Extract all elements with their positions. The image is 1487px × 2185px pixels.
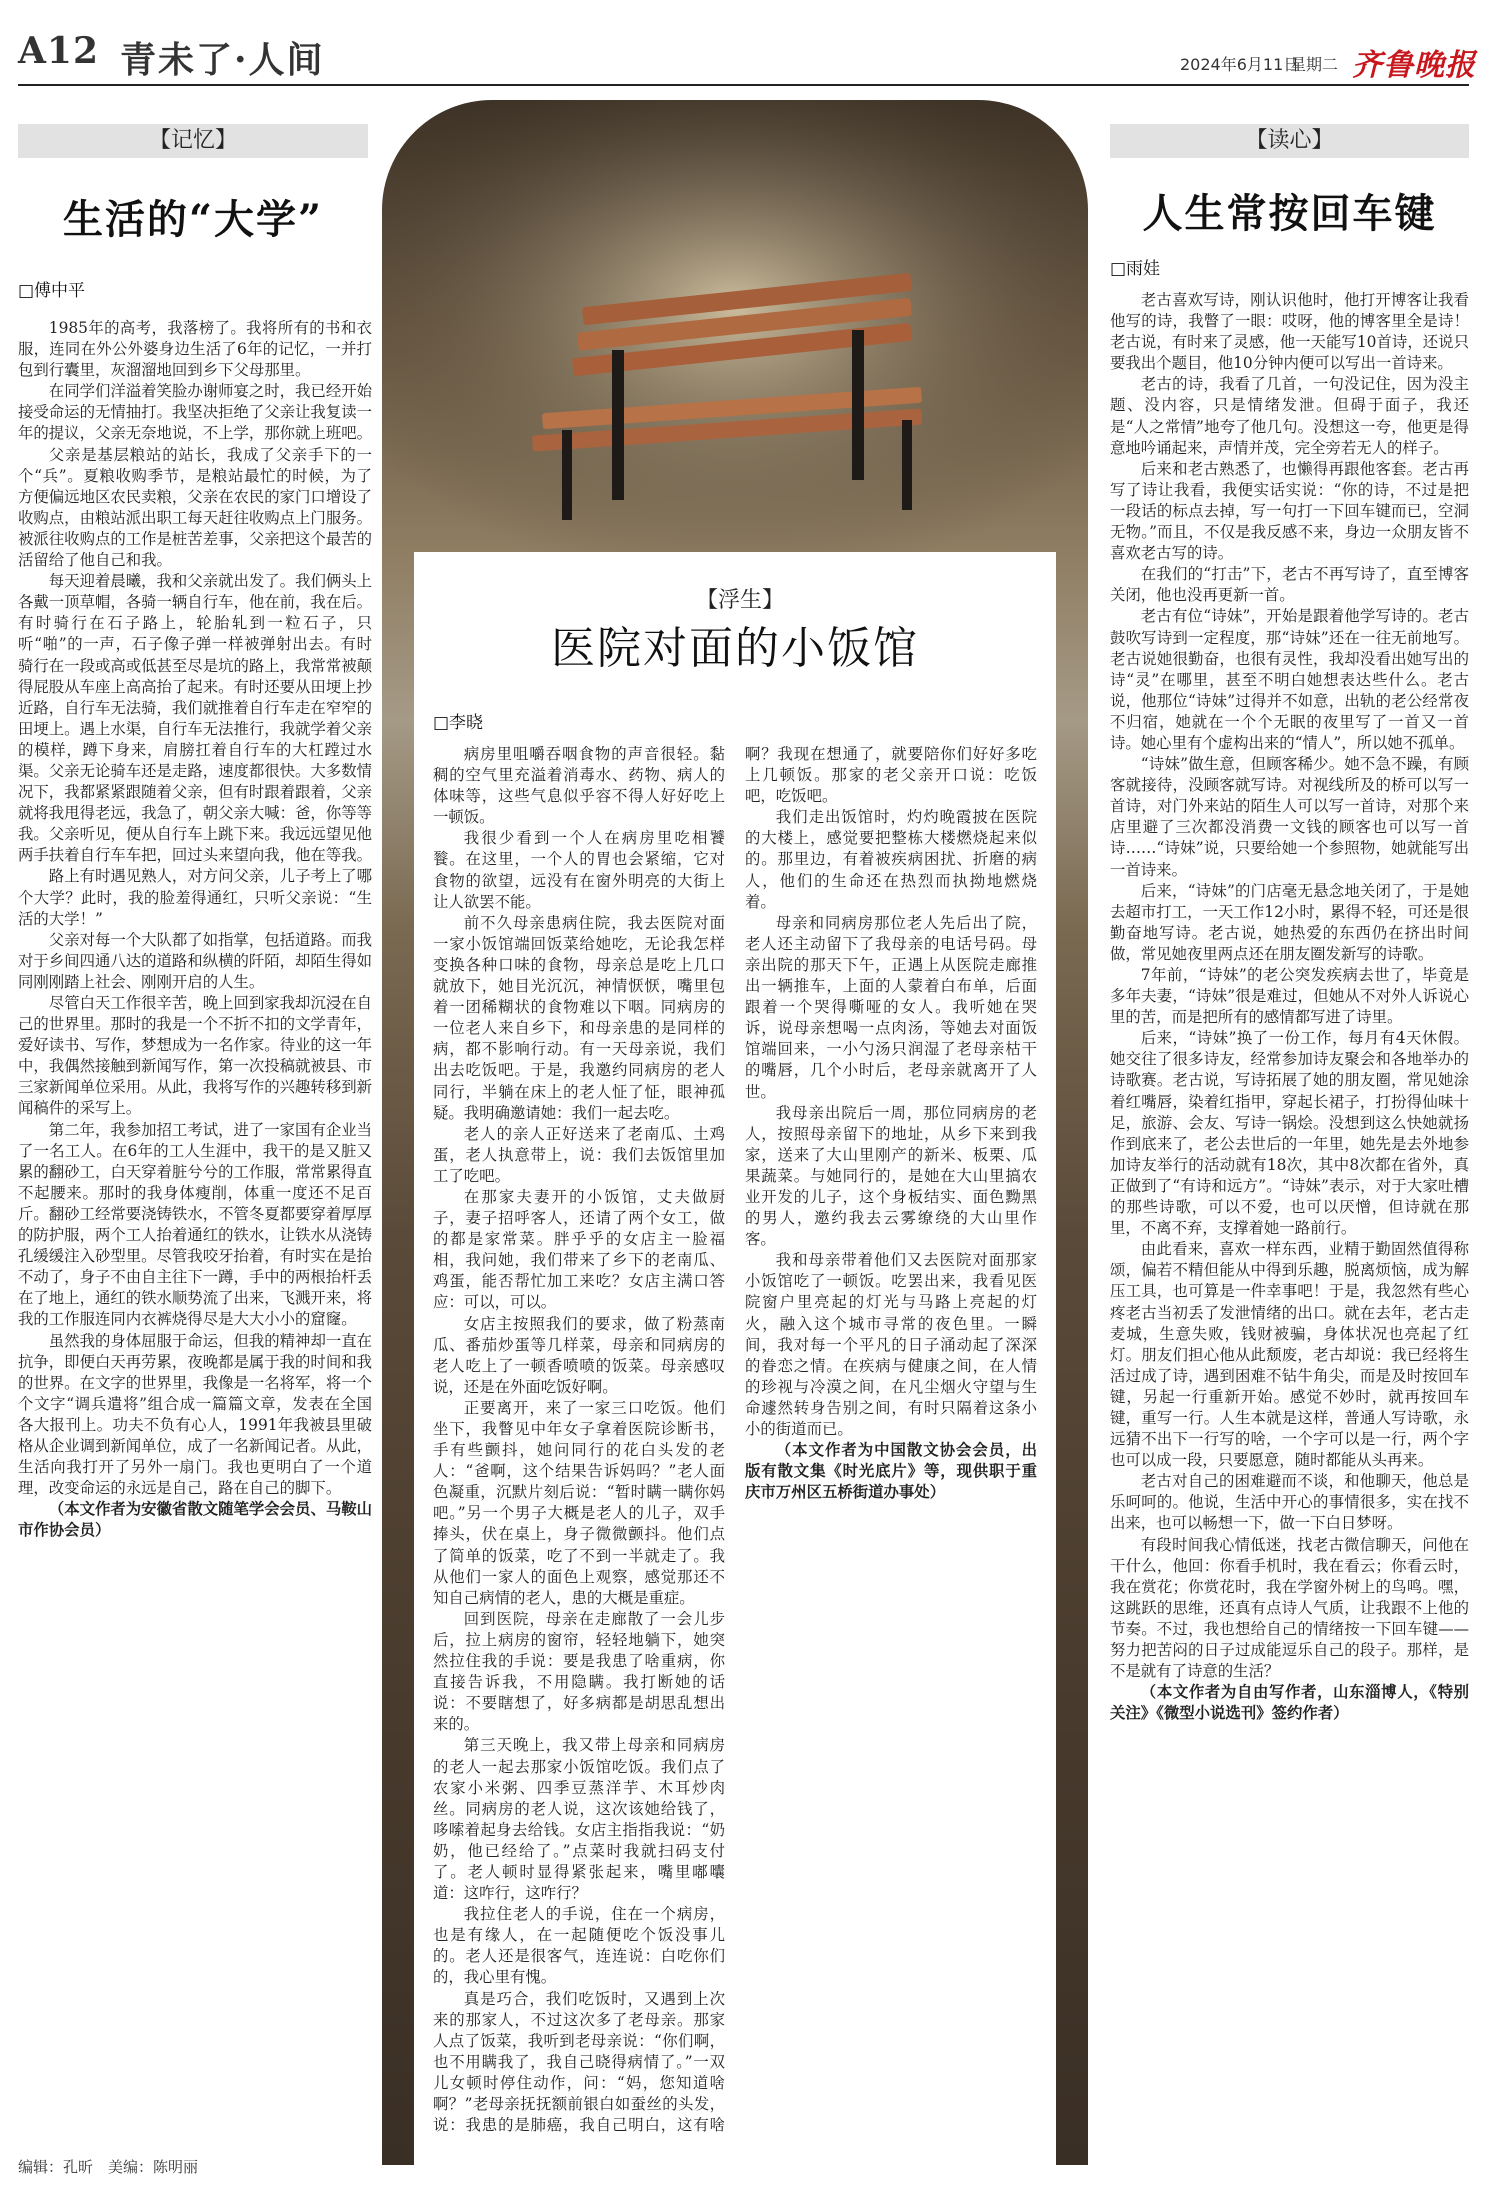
right-article-title: 人生常按回车键 (1142, 190, 1437, 237)
bench-illustration (382, 100, 1088, 560)
middle-section-tag: 【浮生】 (695, 588, 784, 613)
paragraph: 我母亲出院后一周，那位同病房的老人，按照母亲留下的地址，从乡下来到我家，送来了大山里刚产的新米、板栗、瓜果蔬菜。与她同行的，是她在大山里搞农业开发的儿子，这个身板结实、面色黝黑的男人，邀约我去云雾缭绕的大山里作客。 (745, 1103, 1037, 1249)
author-note: （本文作者为中国散文协会会员，出版有散文集《时光底片》等，现供职于重庆市万州区五桥街道办事处） (745, 1441, 1037, 1502)
paragraph: 第三天晚上，我又带上母亲和同病房的老人一起去那家小饭馆吃饭。我们点了农家小米粥、四季豆蒸洋芋、木耳炒肉丝。同病房的老人说，这次该她给钱了，哆嗦着起身去给钱。女店主指指我说：“奶奶，他已经给了。”点菜时我就扫码支付了。老人顿时显得紧张起来，嘴里嘟囔道：这咋行，这咋行？ (433, 1736, 725, 1903)
issue-date: 2024年6月11日 (1180, 55, 1300, 74)
paragraph: 每天迎着晨曦，我和父亲就出发了。我们俩头上各戴一顶草帽，各骑一辆自行车，他在前，我在后。有时骑行在石子路上，轮胎轧到一粒石子，只听“啪”的一声，石子像子弹一样被弹射出去。有时骑行在一段或高或低甚至尽是坑的路上，我常常被颠得屁股从车座上高高抬了起来。有时还要从田埂上抄近路，自行车无法骑，我们就推着自行车走在窄窄的田埂上。遇上水渠，自行车无法推行，我就学着父亲的模样，蹲下身来，肩膀扛着自行车的大杠蹚过水渠。父亲无论骑车还是走路，速度都很快。大多数情况下，我都紧紧跟随着父亲，但有时跟着跟着，父亲就将我甩得老远，我急了，朝父亲大喊：爸，你等等我。父亲听见，便从自行车上跳下来。我远远望见他两手扶着自行车车把，回过头来望向我，他在等我。 (18, 572, 373, 865)
paragraph: 在那家夫妻开的小饭馆，丈夫做厨子，妻子招呼客人，还请了两个女工，做的都是家常菜。胖乎乎的女店主一脸福相，我问她，我们带来了乡下的老南瓜、鸡蛋，能否帮忙加工来吃？女店主满口答应：可以，可以。 (433, 1187, 725, 1312)
paragraph: 老古喜欢写诗，刚认识他时，他打开博客让我看他写的诗，我瞥了一眼：哎呀，他的博客里全是诗！老古说，有时来了灵感，他一天能写10首诗，还说只要我出个题目，他10分钟内便可以写出一首诗来。 (1110, 291, 1469, 373)
paragraph: 老古对自己的困难避而不谈，和他聊天，他总是乐呵呵的。他说，生活中开心的事情很多，实在找不出来，也可以畅想一下，做一下白日梦呀。 (1110, 1472, 1469, 1533)
paragraph: 回到医院，母亲在走廊散了一会儿步后，拉上病房的窗帘，轻轻地躺下，她突然拉住我的手说：要是我患了啥重病，你直接告诉我，不用隐瞒。我打断她的话说：不要瞎想了，好多病都是胡思乱想出来的。 (433, 1609, 725, 1734)
editor-credit: 编辑：孔昕 美编：陈明丽 (18, 2158, 199, 2176)
paragraph: 虽然我的身体屈服于命运，但我的精神却一直在抗争，即便白天再劳累，夜晚都是属于我的时间和我的世界。在文字的世界里，我像是一名将军，将一个个文字“调兵遣将”组合成一篇篇文章，发表在全国各大报刊上。功夫不负有心人，1991年我被县里破格从企业调到新闻单位，成了一名新闻记者。从此，生活向我打开了另外一扇门。我也更明白了一个道理，改变命运的永远是自己，路在自己的脚下。 (18, 1331, 373, 1498)
paragraph: 病房里咀嚼吞咽食物的声音很轻。黏稠的空气里充溢着消毒水、药物、病人的体味等，这些气息似乎容不得人好好吃上一顿饭。 (433, 745, 725, 827)
header-rule (18, 84, 1469, 86)
paragraph: 前不久母亲患病住院，我去医院对面一家小饭馆端回饭菜给她吃，无论我怎样变换各种口味的食物，母亲总是吃上几口就放下，她目光沉沉，神情恹恹，嘴里包着一团稀糊状的食物难以下咽。同病房的一位老人来自乡下，和母亲患的是同样的病，都不影响行动。有一天母亲说，我们出去吃饭吧。于是，我邀约同病房的老人同行，半躺在床上的老人怔了怔，眼神孤疑。我明确邀请她：我们一起去吃。 (433, 913, 725, 1122)
paragraph: 我和母亲带着他们又去医院对面那家小饭馆吃了一顿饭。吃罢出来，我看见医院窗户里亮起的灯光与马路上亮起的灯火，融入这个城市寻常的夜色里。一瞬间，我对每一个平凡的日子涌动起了深深的眷恋之情。在疾病与健康之间，在人情的珍视与冷漠之间，在凡尘烟火守望与生命遽然转身告别之间，有时只隔着这条小小的街道而已。 (745, 1251, 1037, 1438)
section-name: 青未了·人间 (120, 39, 325, 81)
paragraph: 我拉住老人的手说，住在一个病房，也是有缘人，在一起随便吃个饭没事儿的。老人还是很客气，连连说：白吃你们的，我心里有愧。 (433, 1905, 725, 1987)
paragraph: 在我们的“打击”下，老古不再写诗了，直至博客关闭，他也没再更新一首。 (1110, 565, 1469, 605)
paragraph: 7年前，“诗妹”的老公突发疾病去世了，毕竟是多年夫妻，“诗妹”很是难过，但她从不对外人诉说心里的苦，而是把所有的感情都写进了诗里。 (1110, 966, 1469, 1027)
right-section-tag: 【读心】 (1110, 124, 1469, 158)
middle-article-body (433, 744, 1037, 2144)
newspaper-logo: 齐鲁晚报 (1352, 48, 1476, 83)
right-article-author: □雨娃 (1110, 259, 1161, 279)
author-note: （本文作者为安徽省散文随笔学会会员、马鞍山市作协会员） (18, 1500, 373, 1540)
left-section-tag: 【记忆】 (18, 124, 368, 158)
paragraph: 在同学们洋溢着笑脸办谢师宴之时，我已经开始接受命运的无情抽打。我坚决拒绝了父亲让我复读一年的提议，父亲无奈地说，不上学，那你就上班吧。 (18, 382, 373, 443)
paragraph: 1985年的高考，我落榜了。我将所有的书和衣服，连同在外公外婆身边生活了6年的记忆，一并打包到行囊里，灰溜溜地回到乡下父母那里。 (18, 319, 372, 380)
paragraph: 后来和老古熟悉了，也懒得再跟他客套。老古再写了诗让我看，我便实话实说：“你的诗，不过是把一段话的标点去掉，写一句打一下回车键而已，空洞无物。”而且，不仅是我反感不来，身边一众朋友皆不喜欢老古写的诗。 (1110, 459, 1469, 563)
paragraph: 由此看来，喜欢一样东西，业精于勤固然值得称颂，偏若不精但能从中得到乐趣，脱离烦恼，成为解压工具，也可算是一件幸事吧！于是，我忽然有些心疼老古当初丢了发泄情绪的出口。就在去年，老古走麦城，生意失败，钱财被骗，身体状况也亮起了红灯。朋友们担心他从此颓废，老古却说：我已经将生活过成了诗，遇到困难不钻牛角尖，而是及时按回车键，另起一行重新开始。感觉不妙时，就再按回车键，重写一行。人生本就是这样，普通人写诗歌，永远猜不出下一行写的啥，一个字可以是一行，两个字也可以成一段，只要愿意，随时都能从头再来。 (1110, 1240, 1469, 1470)
paragraph: 我们走出饭馆时，灼灼晚霞披在医院的大楼上，感觉要把整栋大楼燃烧起来似的。那里边，有着被疾病困扰、折磨的病人，他们的生命还在热烈而执拗地燃烧着。 (745, 808, 1037, 911)
paragraph: 路上有时遇见熟人，对方问父亲，儿子考上了哪个大学？此时，我的脸羞得通红，只听父亲说：“生活的大学！” (18, 867, 373, 928)
paragraph: 后来，“诗妹”换了一份工作，每月有4天休假。她交往了很多诗友，经常参加诗友聚会和各地举办的诗歌赛。老古说，写诗拓展了她的朋友圈，常见她涂着红嘴唇，染着红指甲，穿起长裙子，打扮得仙味十足，旅游、会友、写诗一锅烩。没想到这么快她就扬作到底来了，老公去世后的一年里，她先是去外地参加诗友举行的活动就有18次，其中8次都在省外，真正做到了“有诗和远方”。“诗妹”表示，对于大家吐槽的那些诗歌，可以不爱，也可以厌憎，但诗就在那里，不离不弃，支撑着她一路前行。 (1110, 1029, 1469, 1238)
paragraph: 有段时间我心情低迷，找老古微信聊天，问他在干什么，他回：你看手机时，我在看云；你看云时，我在赏花；你赏花时，我在学窗外树上的鸟鸣。嘿，这跳跃的思维，还真有点诗人气质，让我跟不上他的节奏。不过，我也想给自己的情绪按一下回车键——努力把苦闷的日子过成能逗乐自己的段子。那样，是不是就有了诗意的生活？ (1110, 1535, 1469, 1681)
paragraph: 第二年，我参加招工考试，进了一家国有企业当了一名工人。在6年的工人生涯中，我干的是又脏又累的翻砂工，白天穿着脏兮兮的工作服，常常累得直不起腰来。那时的我身体瘦削，体重一度还不足百斤。翻砂工经常要浇铸铁水，不管冬夏都要穿着厚厚的防护服，两个工人抬着通红的铁水，让铁水从浇铸孔缓缓注入砂型里。尽管我咬牙抬着，有时实在是抬不动了，身子不由自主往下一蹲，手中的两根抬杆丢在了地上，通红的铁水顺势流了出来，飞溅开来，将我的工作服连同内衣裤烧得尽是大大小小的窟窿。 (18, 1120, 373, 1329)
paragraph: “诗妹”做生意，但顾客稀少。她不急不躁，有顾客就接待，没顾客就写诗。对视线所及的桥可以写一首诗，对门外来站的陌生人可以写一首诗，对那个来店里避了三次都没消费一文钱的顾客也可以写一首诗……“诗妹”说，只要给她一个参照物，她就能写出一首诗来。 (1110, 755, 1469, 879)
page-number: A12 (18, 30, 100, 72)
paragraph: 女店主按照我们的要求，做了粉蒸南瓜、番茄炒蛋等几样菜，母亲和同病房的老人吃上了一顿香喷喷的饭菜。母亲感叹说，还是在外面吃饭好啊。 (433, 1314, 725, 1396)
paragraph: 后来，“诗妹”的门店毫无悬念地关闭了，于是她去超市打工，一天工作12小时，累得不轻，可还是很勤奋地写诗。老古说，她热爱的东西仍在挤出时间做，常见她夜里两点还在朋友圈发新写的诗歌。 (1110, 881, 1469, 963)
right-article-body (1110, 290, 1469, 1724)
paragraph: 我很少看到一个人在病房里吃相饕餮。在这里，一个人的胃也会紧缩，它对食物的欲望，远没有在窗外明亮的大街上让人欲罢不能。 (433, 829, 725, 911)
issue-weekday: 星期二 (1290, 55, 1339, 74)
paragraph: 正要离开，来了一家三口吃饭。他们坐下，我瞥见中年女子拿着医院诊断书，手有些颤抖，她问同行的花白头发的老人：“爸啊，这个结果告诉妈吗？”老人面色凝重，沉默片刻后说：“暂时瞒一瞒你妈吧。”另一个男子大概是老人的儿子，双手捧头，伏在桌上，身子微微颤抖。他们点了简单的饭菜，吃了不到一半就走了。我从他们一家人的面色上观察，感觉那还不知自己病情的老人，患的大概是重症。 (433, 1398, 725, 1607)
paragraph: 尽管白天工作很辛苦，晚上回到家我却沉浸在自己的世界里。那时的我是一个不折不扣的文学青年，爱好读书、写作，梦想成为一名作家。待业的这一年中，我偶然接触到新闻写作，第一次投稿就被县、市三家新闻单位采用。从此，我将写作的兴趣转移到新闻稿件的采写上。 (18, 994, 373, 1118)
author-note: （本文作者为自由写作者，山东淄博人，《特别关注》《微型小说选刊》签约作者） (1110, 1683, 1469, 1723)
paragraph: 老人的亲人正好送来了老南瓜、土鸡蛋，老人执意带上，说：我们去饭馆里加工了吃吧。 (433, 1124, 725, 1185)
paragraph: 父亲是基层粮站的站长，我成了父亲手下的一个“兵”。夏粮收购季节，是粮站最忙的时候，为了方便偏远地区农民卖粮，父亲在农民的家门口增设了收购点，由粮站派出职工每天赶往收购点上门服务。被派往收购点的工作是桩苦差事，父亲把这个最苦的活留给了他自己和我。 (18, 445, 372, 570)
left-article-body (18, 318, 372, 1541)
left-article-author: □傅中平 (18, 281, 86, 301)
left-article-title: 生活的“大学” (62, 196, 323, 243)
paragraph: 真是巧合，我们吃饭时，又遇到上次来的那家人，不过这次多了老母亲。那家人点了饭菜，我听到老母亲说：“你们啊，也不用瞒我了，我自己晓得病情了。”一双儿女顿时停住动作，问：“妈，您知道啥啊？”老母亲抚抚额前银白如蚕丝的头发，说：我患的是肺癌，我自己明白，这有啥啊？我现在想通了，就要陪你们好好多吃上几顿饭。那家的老父亲开口说：吃饭吧，吃饭吧。 (433, 745, 1037, 2135)
middle-article-author: □李晓 (433, 713, 484, 733)
paragraph: 老古有位“诗妹”，开始是跟着他学写诗的。老古鼓吹写诗到一定程度，那“诗妹”还在一往无前地写。老古说她很勤奋，也很有灵性，我却没看出她写出的诗“灵”在哪里，甚至不明白她想表达些什么。老古说，他那位“诗妹”过得并不如意，出轨的老公经常夜不归宿，她就在一个个无眠的夜里写了一首又一首诗。她心里有个虚构出来的“情人”，所以她不孤单。 (1110, 607, 1469, 752)
middle-article-title: 医院对面的小饭馆 (551, 623, 919, 674)
paragraph: 老古的诗，我看了几首，一句没记住，因为没主题、没内容，只是情绪发泄。但碍于面子，我还是“人之常情”地夸了他几句。没想这一夸，他更是得意地吟诵起来，声情并茂，完全旁若无人的样子。 (1110, 375, 1469, 457)
paragraph: 父亲对每一个大队都了如指掌，包括道路。而我对于乡间四通八达的道路和纵横的阡陌，却陌生得如同刚刚踏上社会、刚刚开启的人生。 (18, 930, 373, 991)
paragraph: 母亲和同病房那位老人先后出了院，老人还主动留下了我母亲的电话号码。母亲出院的那天下午，正遇上从医院走廊推出一辆推车，上面的人蒙着白布单，后面跟着一个哭得嘶哑的女人。我听她在哭诉，说母亲想喝一点肉汤，等她去对面饭馆端回来，一小勺汤只润湿了老母亲枯干的嘴唇，几个小时后，老母亲就离开了人世。 (745, 913, 1037, 1101)
